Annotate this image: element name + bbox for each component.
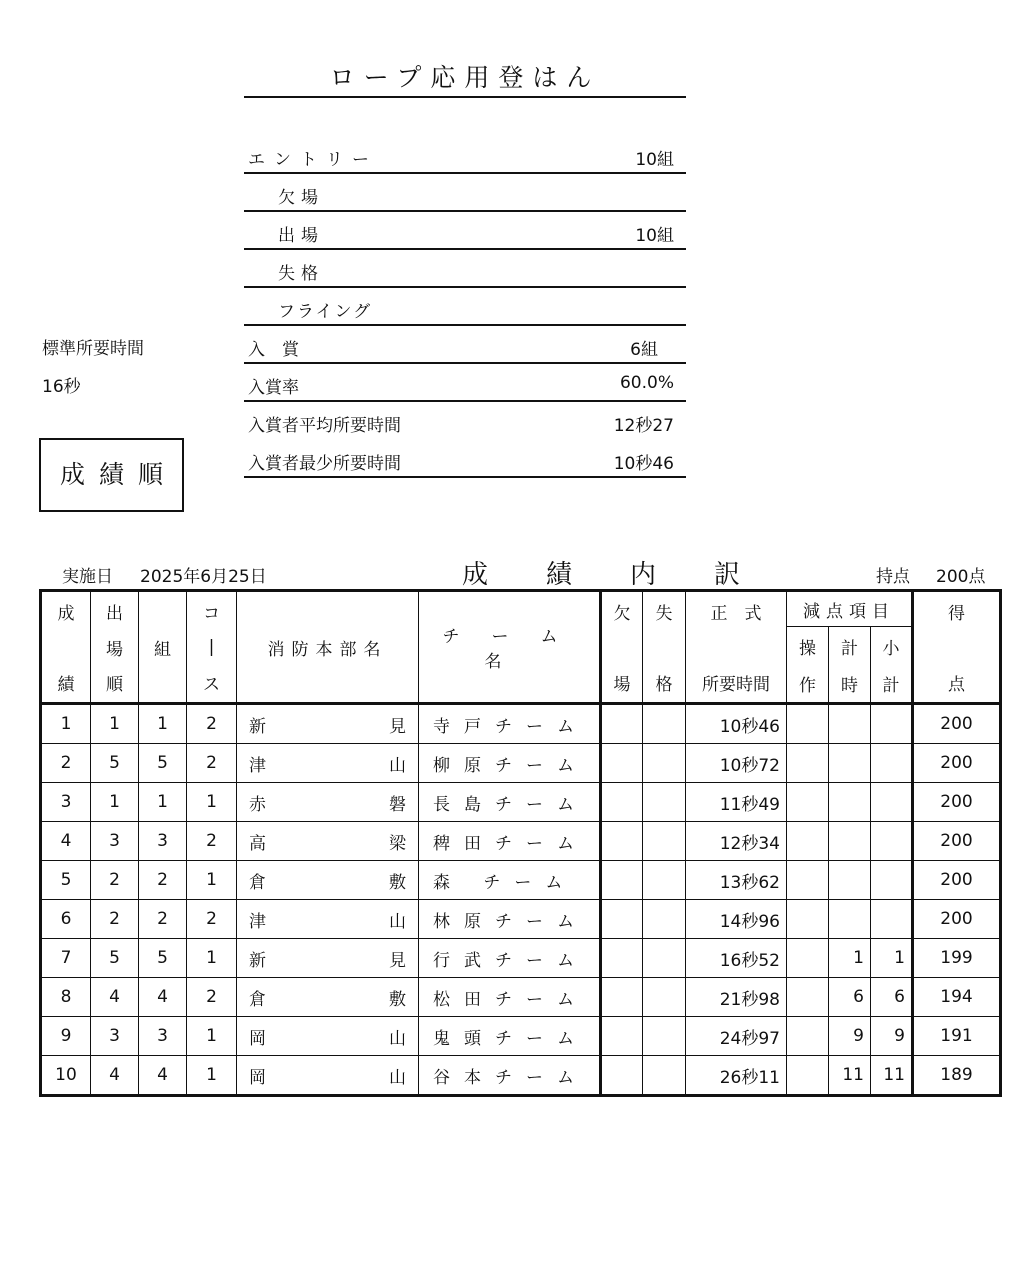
cell-group: 1 <box>139 783 187 822</box>
cell-operation <box>787 978 829 1017</box>
cell-dq <box>643 783 686 822</box>
ranking-order-box: 成績順 <box>39 438 184 512</box>
results-table <box>39 589 1002 1097</box>
summary-row-min-time <box>244 439 686 478</box>
cell-operation <box>787 900 829 939</box>
results-title: 成績内訳 <box>462 560 799 590</box>
cell-operation <box>787 1017 829 1056</box>
cell-team: 稗田チーム <box>419 822 601 861</box>
table-row <box>41 861 1001 900</box>
dept-name-first: 倉 <box>249 872 266 893</box>
table-row <box>41 1056 1001 1096</box>
dept-name-first: 高 <box>249 833 266 854</box>
summary-row-avg-time <box>244 401 686 438</box>
cell-order: 2 <box>91 900 139 939</box>
cell-operation <box>787 783 829 822</box>
dept-name-last: 磐 <box>389 794 406 815</box>
cell-absent <box>601 744 643 783</box>
cell-rank: 2 <box>41 744 91 783</box>
table-row <box>41 744 1001 783</box>
page-title: ロープ応用登はん <box>244 60 686 98</box>
cell-rank: 7 <box>41 939 91 978</box>
dept-name-last: 山 <box>389 911 406 932</box>
summary-value: 12秒27 <box>613 416 674 436</box>
cell-time: 13秒62 <box>686 861 787 900</box>
points-value: 200点 <box>936 567 986 587</box>
dept-name-first: 新 <box>249 950 266 971</box>
cell-subtotal <box>871 744 913 783</box>
dept-name-first: 赤 <box>249 794 266 815</box>
summary-value: 10秒46 <box>613 454 674 474</box>
cell-course: 2 <box>187 900 237 939</box>
cell-subtotal: 1 <box>871 939 913 978</box>
cell-score: 200 <box>913 744 1001 783</box>
cell-team: 松田チーム <box>419 978 601 1017</box>
summary-label: 入 賞 <box>248 340 299 360</box>
cell-order: 1 <box>91 704 139 744</box>
cell-rank: 8 <box>41 978 91 1017</box>
cell-score: 200 <box>913 783 1001 822</box>
cell-course: 2 <box>187 822 237 861</box>
summary-row-false-start <box>244 287 686 326</box>
cell-absent <box>601 1017 643 1056</box>
cell-dept <box>237 783 419 822</box>
cell-dept <box>237 939 419 978</box>
cell-order: 2 <box>91 861 139 900</box>
cell-rank: 5 <box>41 861 91 900</box>
cell-time: 21秒98 <box>686 978 787 1017</box>
cell-group: 4 <box>139 978 187 1017</box>
cell-rank: 10 <box>41 1056 91 1096</box>
col-order-header: 出 場 順 <box>91 591 139 704</box>
col-score-header: 得 点 <box>913 591 1001 704</box>
table-row <box>41 704 1001 744</box>
cell-operation <box>787 822 829 861</box>
dept-name-last: 敷 <box>389 989 406 1010</box>
cell-subtotal <box>871 900 913 939</box>
table-row <box>41 822 1001 861</box>
table-row <box>41 900 1001 939</box>
cell-operation <box>787 744 829 783</box>
cell-order: 4 <box>91 1056 139 1096</box>
cell-score: 194 <box>913 978 1001 1017</box>
cell-rank: 4 <box>41 822 91 861</box>
cell-dq <box>643 900 686 939</box>
cell-dept <box>237 1017 419 1056</box>
cell-absent <box>601 978 643 1017</box>
dept-name-last: 山 <box>389 1067 406 1088</box>
cell-time: 24秒97 <box>686 1017 787 1056</box>
cell-team: 行武チーム <box>419 939 601 978</box>
cell-rank: 1 <box>41 704 91 744</box>
summary-row-prize-rate <box>244 363 686 402</box>
summary-row-participated <box>244 211 686 250</box>
cell-score: 189 <box>913 1056 1001 1096</box>
col-dq-header: 失 格 <box>643 591 686 704</box>
cell-time: 10秒72 <box>686 744 787 783</box>
date-label: 実施日 <box>62 567 113 587</box>
cell-time: 10秒46 <box>686 704 787 744</box>
dept-name-last: 山 <box>389 755 406 776</box>
cell-absent <box>601 704 643 744</box>
cell-team: 寺戸チーム <box>419 704 601 744</box>
dept-name-first: 岡 <box>249 1067 266 1088</box>
dept-name-first: 岡 <box>249 1028 266 1049</box>
summary-value: 10組 <box>635 226 674 246</box>
col-team-header: チーム名 <box>419 591 601 704</box>
dept-name-first: 倉 <box>249 989 266 1010</box>
cell-subtotal <box>871 704 913 744</box>
summary-row-absent <box>244 173 686 212</box>
cell-course: 1 <box>187 783 237 822</box>
cell-absent <box>601 900 643 939</box>
cell-group: 3 <box>139 822 187 861</box>
cell-dq <box>643 1017 686 1056</box>
cell-score: 200 <box>913 704 1001 744</box>
cell-group: 2 <box>139 900 187 939</box>
cell-time: 26秒11 <box>686 1056 787 1096</box>
cell-dept <box>237 704 419 744</box>
cell-dept <box>237 900 419 939</box>
table-row <box>41 939 1001 978</box>
summary-value: 6組 <box>630 340 658 360</box>
cell-team: 長島チーム <box>419 783 601 822</box>
cell-group: 2 <box>139 861 187 900</box>
cell-dept <box>237 744 419 783</box>
col-subtotal-header: 小 計 <box>871 627 913 704</box>
cell-course: 1 <box>187 1056 237 1096</box>
cell-absent <box>601 783 643 822</box>
summary-label: 入賞者平均所要時間 <box>248 416 401 436</box>
cell-absent <box>601 822 643 861</box>
cell-group: 1 <box>139 704 187 744</box>
cell-score: 200 <box>913 900 1001 939</box>
dept-name-first: 津 <box>249 911 266 932</box>
summary-row-prize <box>244 325 686 364</box>
col-course-header: コ | ス <box>187 591 237 704</box>
cell-timing: 6 <box>829 978 871 1017</box>
cell-dept <box>237 861 419 900</box>
cell-timing <box>829 744 871 783</box>
cell-dq <box>643 744 686 783</box>
dept-name-last: 敷 <box>389 872 406 893</box>
cell-absent <box>601 861 643 900</box>
cell-timing <box>829 822 871 861</box>
cell-group: 3 <box>139 1017 187 1056</box>
cell-time: 11秒49 <box>686 783 787 822</box>
cell-dept <box>237 822 419 861</box>
cell-time: 14秒96 <box>686 900 787 939</box>
points-label: 持点 <box>876 567 910 587</box>
cell-rank: 3 <box>41 783 91 822</box>
col-time-header: 正 式 所要時間 <box>686 591 787 704</box>
summary-label: 入賞率 <box>248 378 299 398</box>
cell-timing <box>829 900 871 939</box>
standard-time-value: 16秒 <box>42 377 81 397</box>
cell-score: 200 <box>913 861 1001 900</box>
col-timing-header: 計 時 <box>829 627 871 704</box>
summary-row-disqualified <box>244 249 686 288</box>
cell-score: 199 <box>913 939 1001 978</box>
summary-value: 60.0% <box>619 373 674 393</box>
summary-value: 10組 <box>635 150 674 170</box>
cell-timing <box>829 783 871 822</box>
cell-dq <box>643 704 686 744</box>
summary-label: 出場 <box>278 226 324 246</box>
date-value: 2025年6月25日 <box>140 567 267 587</box>
col-dept-header: 消防本部名 <box>237 591 419 704</box>
cell-subtotal: 6 <box>871 978 913 1017</box>
dept-name-last: 見 <box>389 716 406 737</box>
summary-label: エントリー <box>248 150 378 170</box>
cell-time: 12秒34 <box>686 822 787 861</box>
cell-timing <box>829 861 871 900</box>
cell-rank: 6 <box>41 900 91 939</box>
col-operation-header: 操 作 <box>787 627 829 704</box>
cell-group: 5 <box>139 744 187 783</box>
cell-time: 16秒52 <box>686 939 787 978</box>
cell-operation <box>787 861 829 900</box>
cell-course: 1 <box>187 1017 237 1056</box>
cell-timing <box>829 704 871 744</box>
dept-name-last: 見 <box>389 950 406 971</box>
col-deduction-header: 減点項目 <box>787 591 913 627</box>
cell-order: 4 <box>91 978 139 1017</box>
cell-dq <box>643 978 686 1017</box>
cell-timing: 11 <box>829 1056 871 1096</box>
cell-operation <box>787 704 829 744</box>
cell-score: 191 <box>913 1017 1001 1056</box>
col-group-header: 組 <box>139 591 187 704</box>
dept-name-first: 津 <box>249 755 266 776</box>
dept-name-last: 山 <box>389 1028 406 1049</box>
cell-course: 2 <box>187 744 237 783</box>
summary-label: 失格 <box>278 264 324 284</box>
cell-course: 2 <box>187 704 237 744</box>
summary-label: 入賞者最少所要時間 <box>248 454 401 474</box>
cell-dq <box>643 861 686 900</box>
cell-rank: 9 <box>41 1017 91 1056</box>
table-row <box>41 978 1001 1017</box>
summary-row-entry <box>244 135 686 174</box>
table-row <box>41 783 1001 822</box>
cell-dept <box>237 1056 419 1096</box>
cell-subtotal: 11 <box>871 1056 913 1096</box>
cell-dept <box>237 978 419 1017</box>
cell-team: 林原チーム <box>419 900 601 939</box>
summary-label: 欠場 <box>278 188 324 208</box>
cell-order: 3 <box>91 822 139 861</box>
cell-order: 3 <box>91 1017 139 1056</box>
col-rank-header: 成 績 <box>41 591 91 704</box>
cell-subtotal <box>871 861 913 900</box>
cell-group: 5 <box>139 939 187 978</box>
cell-timing: 9 <box>829 1017 871 1056</box>
dept-name-last: 梁 <box>389 833 406 854</box>
cell-subtotal <box>871 783 913 822</box>
cell-group: 4 <box>139 1056 187 1096</box>
cell-team: 森 チーム <box>419 861 601 900</box>
cell-team: 鬼頭チーム <box>419 1017 601 1056</box>
header-row <box>41 591 1001 627</box>
summary-label: フライング <box>278 302 373 322</box>
cell-timing: 1 <box>829 939 871 978</box>
cell-course: 1 <box>187 861 237 900</box>
cell-order: 5 <box>91 939 139 978</box>
cell-score: 200 <box>913 822 1001 861</box>
cell-absent <box>601 939 643 978</box>
table-row <box>41 1017 1001 1056</box>
cell-course: 2 <box>187 978 237 1017</box>
cell-operation <box>787 1056 829 1096</box>
cell-subtotal: 9 <box>871 1017 913 1056</box>
cell-dq <box>643 939 686 978</box>
cell-operation <box>787 939 829 978</box>
cell-order: 1 <box>91 783 139 822</box>
cell-course: 1 <box>187 939 237 978</box>
cell-absent <box>601 1056 643 1096</box>
dept-name-first: 新 <box>249 716 266 737</box>
standard-time-label: 標準所要時間 <box>42 339 144 359</box>
cell-dq <box>643 1056 686 1096</box>
col-absent-header: 欠 場 <box>601 591 643 704</box>
cell-order: 5 <box>91 744 139 783</box>
cell-subtotal <box>871 822 913 861</box>
cell-dq <box>643 822 686 861</box>
cell-team: 谷本チーム <box>419 1056 601 1096</box>
cell-team: 柳原チーム <box>419 744 601 783</box>
